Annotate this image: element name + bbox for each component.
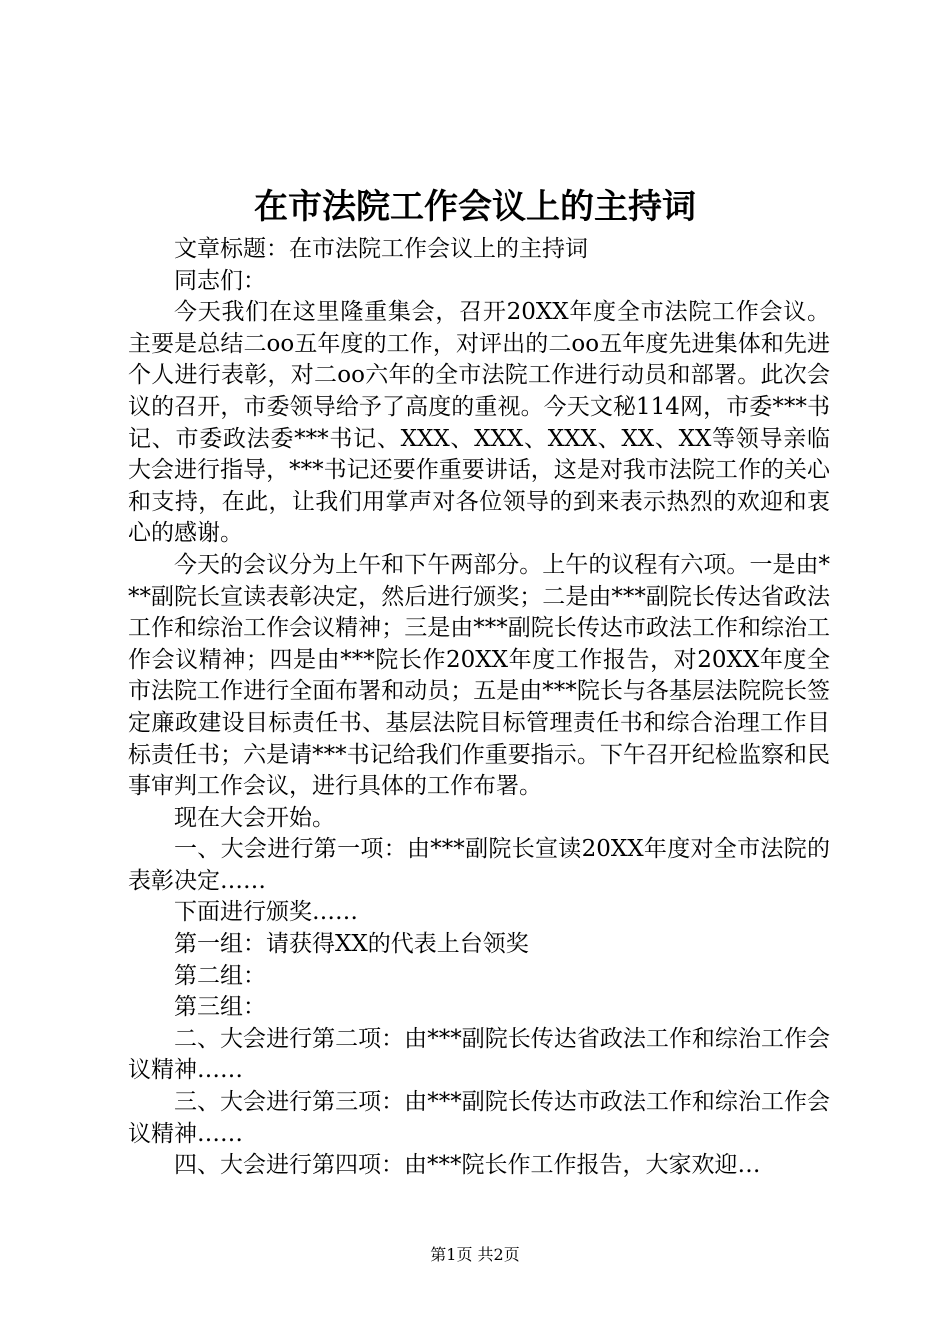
paragraph-start: 现在大会开始。 — [174, 804, 335, 831]
paragraph-awards: 下面进行颁奖…… — [174, 899, 358, 926]
paragraph-group-3: 第三组： — [174, 994, 266, 1021]
page-footer: 第1页 共2页 — [430, 1245, 520, 1264]
paragraph-group-2: 第二组： — [174, 962, 266, 989]
paragraph-item-2: 二、大会进行第二项：由***副院长传达省政法工作和综治工作会议精神…… — [128, 1025, 830, 1084]
document-body — [128, 234, 830, 1182]
paragraph-item-1: 一、大会进行第一项：由***副院长宣读20XX年度对全市法院的表彰决定…… — [128, 836, 830, 894]
paragraph-group-1: 第一组：请获得XX的代表上台领奖 — [174, 931, 529, 958]
paragraph-greeting: 同志们： — [174, 267, 266, 294]
paragraph-agenda: 今天的会议分为上午和下午两部分。上午的议程有六项。一是由***副院长宣读表彰决定，然后进行颁奖；二是由***副院长传达省政法工作和综治工作会议精神；三是由***副院长传达市政法工作和综治工作会议精神；四是由***院长作20XX年度工作报告，对20XX年度全市法院工作进行全面布署和动员；五是由***院长与各基层法院院长签定廉政建设目标责任书、基层法院目标管理责任书和综合治理工作目标责任书；六是请***书记给我们作重要指示。下午召开纪检监察和民事审判工作会议，进行具体的工作布署。 — [128, 551, 830, 800]
paragraph-article-title: 文章标题：在市法院工作会议上的主持词 — [174, 236, 588, 262]
paragraph-item-3: 三、大会进行第三项：由***副院长传达市政法工作和综治工作会议精神…… — [128, 1089, 830, 1147]
document-title: 在市法院工作会议上的主持词 — [254, 187, 696, 227]
paragraph-opening: 今天我们在这里隆重集会，召开20XX年度全市法院工作会议。主要是总结二oo五年度的工作，对评出的二oo五年度先进集体和先进个人进行表彰，对二oo六年的全市法院工作进行动员和部署。此次会议的召开，市委领导给予了高度的重视。今天文秘114网，市委***书记、市委政法委***书记、XXX、XXX、XXX、XX、XX等领导亲临大会进行指导，***书记还要作重要讲话，这是对我市法院工作的关心和支持，在此，让我们用掌声对各位领导的到来表示热烈的欢迎和衷心的感谢。 — [128, 299, 830, 547]
paragraph-item-4: 四、大会进行第四项：由***院长作工作报告，大家欢迎… — [174, 1152, 761, 1179]
